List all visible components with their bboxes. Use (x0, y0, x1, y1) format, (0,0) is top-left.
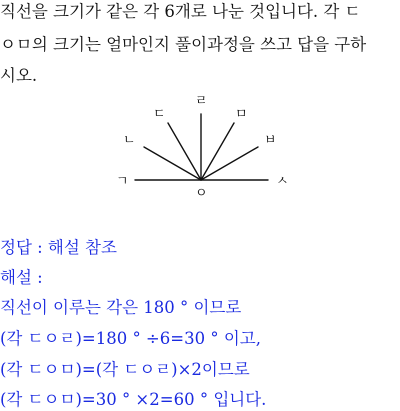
label-o-center: ㅇ (195, 186, 208, 200)
answer-line-5: (각 ㄷㅇㅁ)=(각 ㄷㅇㄹ)×2이므로 (0, 360, 250, 379)
answer-line-3: 직선이 이루는 각은 180 ° 이므로 (0, 298, 242, 317)
question-line-2: ㅇㅁ의 크기는 얼마인지 풀이과정을 쓰고 답을 구하 (0, 35, 367, 54)
label-n: ㄴ (123, 133, 136, 148)
label-d: ㄷ (153, 107, 166, 122)
ray-to-b (201, 147, 258, 180)
ray-to-d (168, 123, 201, 180)
angle-figure (0, 0, 400, 200)
label-b: ㅂ (264, 133, 277, 148)
label-g: ㄱ (116, 174, 129, 189)
label-m: ㅁ (235, 107, 248, 122)
label-r: ㄹ (195, 94, 208, 109)
ray-to-m (201, 123, 234, 180)
question-line-3: 시오. (0, 66, 38, 85)
answer-line-2: 해설 : (0, 268, 43, 287)
ray-to-n (144, 147, 201, 180)
answer-line-6: (각 ㄷㅇㅁ)=30 ° ×2=60 ° 입니다. (0, 390, 267, 409)
answer-line-1: 정답 : 해설 참조 (0, 238, 117, 257)
label-s: ㅅ (276, 174, 289, 189)
question-line-1: 직선을 크기가 같은 각 6개로 나눈 것입니다. 각 ㄷ (0, 2, 361, 21)
answer-line-4: (각 ㄷㅇㄹ)=180 ° ÷6=30 ° 이고, (0, 329, 261, 348)
